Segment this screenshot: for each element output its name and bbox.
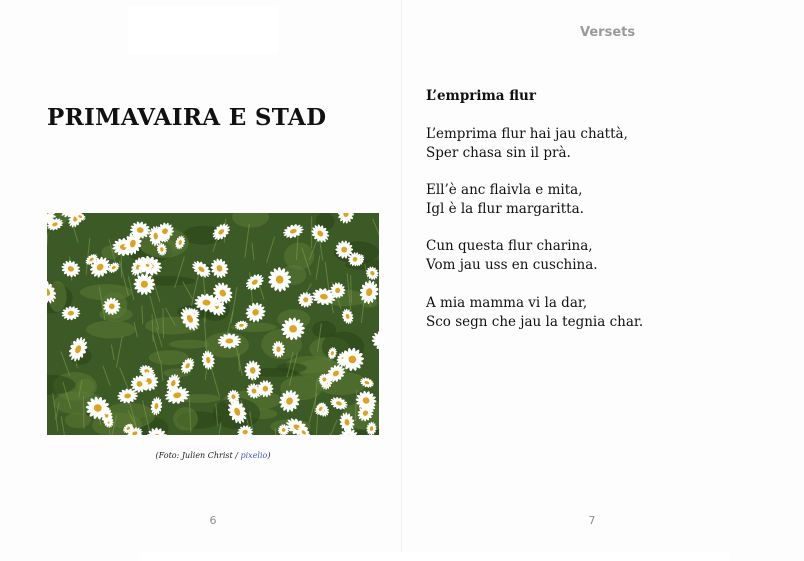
poem-title: L’emprima flur [426,88,536,104]
page-number-right: 7 [588,514,596,527]
caption-prefix: (Foto: Julien Christ / [155,451,241,460]
caption-suffix: ) [267,451,271,460]
verse-line: L’emprima flur hai jau chattà, [426,126,628,142]
chapter-title: PRIMAVAIRA E STAD [47,104,327,131]
daisy-illustration [47,213,379,435]
stanza-3 [426,237,598,275]
verse-line: Sper chasa sin il prà. [426,145,571,161]
caption-link-pixelio[interactable]: pixelio [240,451,268,460]
right-page [402,0,804,561]
daisy-field-photo [47,213,379,435]
header-placeholder [128,6,278,54]
verse-line: Cun questa flur charina, [426,238,593,254]
stanza-2 [426,181,584,219]
stanza-1 [426,125,628,163]
verse-line: A mia mamma vi la dar, [426,295,588,311]
verse-line: Vom jau uss en cuschina. [426,257,598,273]
photo-caption [47,451,379,460]
page-number-left: 6 [209,514,217,527]
running-head: Versets [580,25,636,40]
verse-line: Sco segn che jau la tegnia char. [426,314,644,330]
verse-line: Igl è la flur margaritta. [426,201,584,217]
verse-line: Ell’è anc flaivla e mita, [426,182,583,198]
bottom-strip [140,552,730,561]
stanza-4 [426,294,643,332]
